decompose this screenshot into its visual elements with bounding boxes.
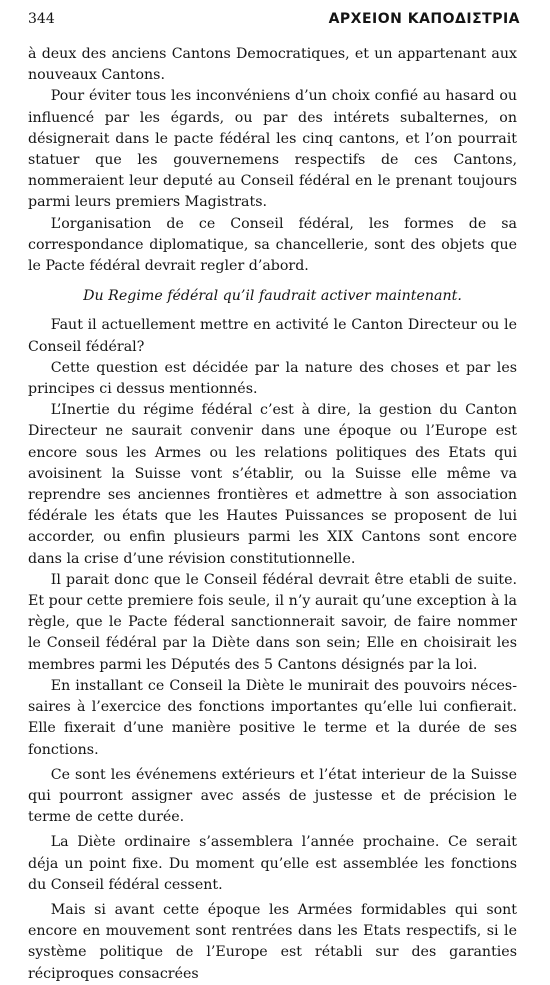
paragraph: Faut il actuellement mettre en activité le Canton Directeur ou le Conseil fédéral? [28,317,517,355]
paragraph: En installant ce Conseil la Diète le munirait des pouvoirs nécessaires à l’exercice des fonctions importantes qu’elle lui confierait. Elle fixerait d’une manière positive le terme et la durée de ses fonctions. [28,677,517,758]
paragraph: Cette question est décidée par la nature des choses et par les principes ci dessus mentionnés. [28,359,517,398]
paragraph: L’organisation de ce Conseil fédéral, les formes de sa correspondance diplomatique, sa chancellerie, sont des objets que le Pacte fédéral devrait regler d’abord. [28,215,517,275]
paragraph: à deux des anciens Cantons Democratiques, et un appartenant aux nouveaux Cantons. [28,46,517,84]
paragraph: Pour éviter tous les inconvéniens d’un choix confié au hasard ou influencé par les égards, ou par des intérets subalternes, on désignerait dans le pacte fédéral les cinq cantons, et l’on pourrait statuer que les gouvernemens respectifs de ces Cantons, nommeraient leur deputé au Conseil fédéral en le prenant toujours parmi leurs premiers Magistrats. [28,88,517,211]
paragraph: La Diète ordinaire s’assemblera l’année prochaine. Ce serait déja un point fixe. Du moment qu’elle est assemblée les fonctions du Conseil fédéral cessent. [28,834,517,893]
paragraph: L’Inertie du régime fédéral c’est à dire, la gestion du Canton Directeur ne saurait convenir dans une époque ou l’Europe est encore sous les Armes ou les relations politiques des Etats qui avoisinent la Suisse vont s’établir, ou la Suisse elle même va reprendre ses anciennes frontières et admettre à son association fédérale les états que les Hautes Puissances se proposent de lui accorder, ou enfin plusieurs parmi les XIX Cantons sont encore dans la crise d’une révision constitutionnelle. [28,402,517,567]
paragraph: Il parait donc que le Conseil fédéral devrait être etabli de suite. Et pour cette premiere fois seule, il n’y aurait qu’une exception à la règle, que le Pacte féderal sanctionnerait savoir, de faire nommer le Conseil fédéral par la Diète dans son sein; Elle en choisirait les membres parmi les Députés des 5 Cantons désignés par la loi. [28,571,517,673]
section-heading: Du Regime fédéral qu’il faudrait activer maintenant. [83,288,462,305]
body-text [28,44,517,985]
running-title: ΑΡΧΕΙΟΝ ΚΑΠΟΔΙΣΤΡΙΑ [328,11,520,27]
page-number: 344 [28,11,55,27]
running-header [28,10,520,28]
paragraph: Ce sont les événemens extérieurs et l’état interieur de la Suisse qui pourront assigner avec assés de justesse et de précision le terme de cette durée. [28,766,517,826]
paragraph: Mais si avant cette époque les Armées formidables qui sont encore en mouvement sont rentrées dans les Etats respectifs, si le système politique de l’Europe est rétabli sur des garanties réciproques consacrées [28,901,517,982]
